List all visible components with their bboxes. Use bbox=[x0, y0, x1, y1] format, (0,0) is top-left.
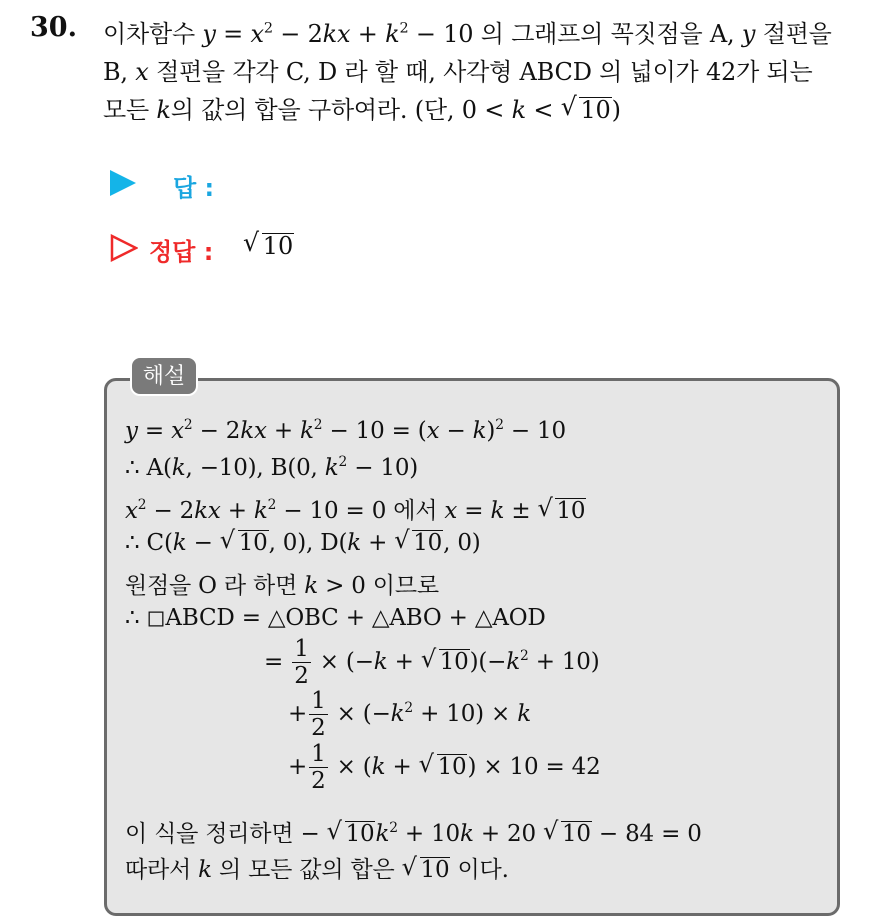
sqrt-symbol: √ 10 bbox=[560, 92, 611, 124]
solution-line-5: 원점을 O 라 하면 k > 0 이므로 bbox=[125, 573, 439, 599]
solution-line-11: 따라서 k 의 모든 값의 합은 √ 10 이다. bbox=[125, 853, 509, 883]
question-number: 30. bbox=[30, 12, 77, 43]
solution-line-9: + $\frac{1}{2}$ × (k + √ 10) × 10 = 42 bbox=[288, 741, 601, 794]
question-line-1: 이차함수 $y = x^2 - 2kx + k^2 - 10$ 의 그래프의 꼭짓점을 A, y 절편을 bbox=[103, 20, 832, 48]
question-line-3: 모든 k의 값의 합을 구하여라. (단, 0 < k < √ 10) bbox=[103, 92, 621, 124]
question-line-2: B, x 절편을 각각 C, D 라 할 때, 사각형 ABCD 의 넓이가 42가 되는 bbox=[103, 58, 813, 86]
answer-arrow-icon bbox=[110, 170, 136, 196]
solution-line-6: ∴ ◻ABCD = △OBC + △ABO + △AOD bbox=[125, 605, 546, 631]
solution-tag: 해설 bbox=[130, 356, 198, 396]
solution-line-2: ∴ A(k, −10), B(0, $k^2 - 10$) bbox=[125, 454, 419, 481]
answer-label: 답 : bbox=[173, 174, 215, 202]
solution-line-4: ∴ C(k − √ 10, 0), D(k + √ 10, 0) bbox=[125, 526, 481, 556]
solution-line-8: + $\frac{1}{2}$ × $(-k^2 + 10) \times k$ bbox=[288, 688, 531, 741]
solution-line-1: $y = x^2 - 2kx + k^2 - 10 = (x - k)^2 - 10$ bbox=[125, 417, 566, 444]
correct-answer-value: √ 10 bbox=[243, 228, 294, 260]
correct-answer-label: 정답 : bbox=[149, 238, 214, 266]
solution-line-3: $x^2 - 2kx + k^2 - 10 = 0$ 에서 x = k ± √ 10 bbox=[125, 494, 586, 524]
correct-arrow-icon bbox=[110, 234, 138, 262]
solution-line-7: = $\frac{1}{2}$ × (−k + √ $10)(-k^2 + 10)$ bbox=[264, 636, 600, 689]
solution-line-10: 이 식을 정리하면 − √ $10k^2 + 10k + 20$ √ 10 − 84 = 0 bbox=[125, 817, 702, 847]
